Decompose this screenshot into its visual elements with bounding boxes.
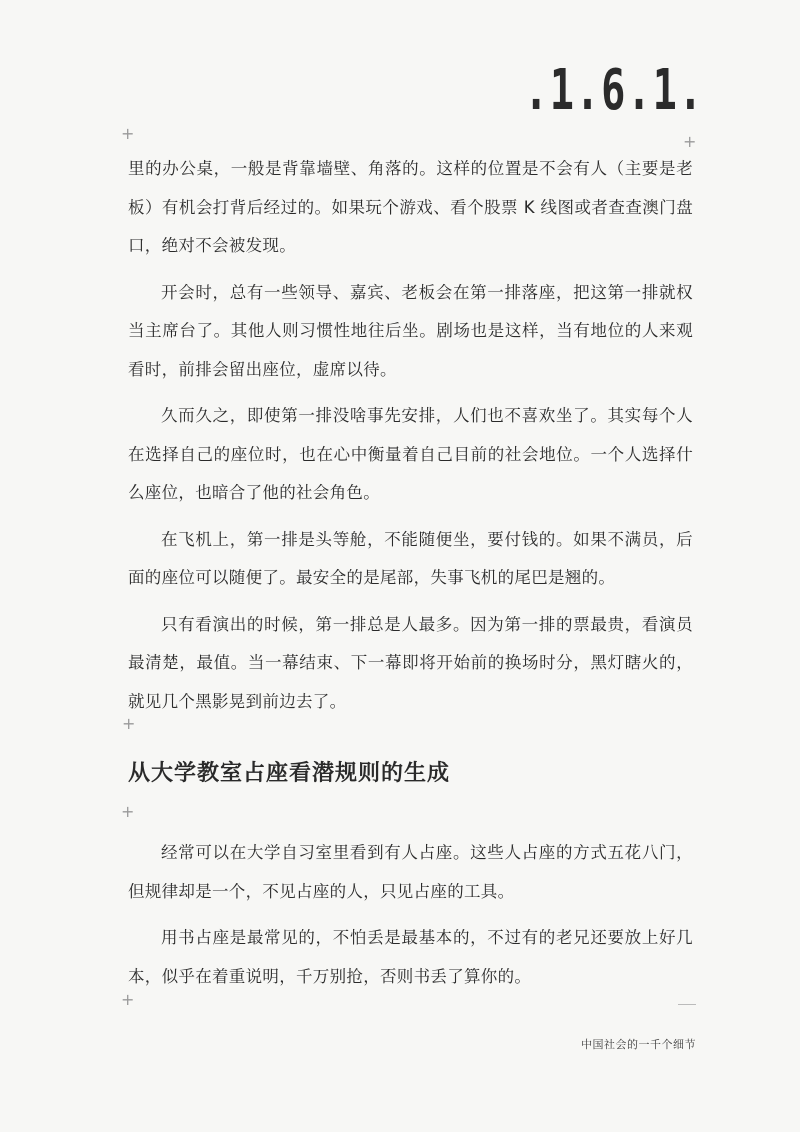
body-text: [128, 150, 693, 729]
crop-mark-mid-2: +: [121, 802, 135, 821]
crop-mark-mid-1: +: [122, 714, 136, 733]
paragraph: 在飞机上，第一排是头等舱，不能随便坐，要付钱的。如果不满员，后面的座位可以随便了。最安全的是尾部，失事飞机的尾巴是翘的。: [128, 529, 693, 587]
footer-book-title: 中国社会的一千个细节: [581, 1038, 696, 1051]
paragraph: 里的办公桌，一般是背靠墙壁、角落的。这样的位置是不会有人（主要是老板）有机会打背后经过的。如果玩个游戏、看个股票 K 线图或者查查澳门盘口，绝对不会被发现。: [128, 159, 693, 255]
paragraph: 用书占座是最常见的，不怕丢是最基本的，不过有的老兄还要放上好几本，似乎在着重说明，千万别抢，否则书丢了算你的。: [128, 928, 693, 986]
paragraph: 经常可以在大学自习室里看到有人占座。这些人占座的方式五花八门，但规律却是一个，不见占座的人，只见占座的工具。: [128, 843, 693, 901]
crop-mark-top-right: +: [683, 132, 697, 151]
section-title: 从大学教室占座看潜规则的生成: [128, 761, 451, 786]
section-text: [128, 834, 693, 1004]
paragraph: 久而久之，即使第一排没啥事先安排，人们也不喜欢坐了。其实每个人在选择自己的座位时，也在心中衡量着自己目前的社会地位。一个人选择什么座位，也暗合了他的社会角色。: [128, 406, 693, 502]
footer-rule: [678, 1004, 696, 1005]
paragraph: 只有看演出的时候，第一排总是人最多。因为第一排的票最贵，看演员最清楚，最值。当一幕结束、下一幕即将开始前的换场时分，黑灯瞎火的，就见几个黑影晃到前边去了。: [128, 614, 693, 711]
paragraph: 开会时，总有一些领导、嘉宾、老板会在第一排落座，把这第一排就权当主席台了。其他人则习惯性地往后坐。剧场也是这样，当有地位的人来观看时，前排会留出座位，虚席以待。: [128, 282, 693, 379]
page-number: .1.6.1.: [523, 58, 704, 123]
crop-mark-top-left: +: [121, 124, 135, 143]
crop-mark-bottom-left: +: [121, 990, 135, 1009]
